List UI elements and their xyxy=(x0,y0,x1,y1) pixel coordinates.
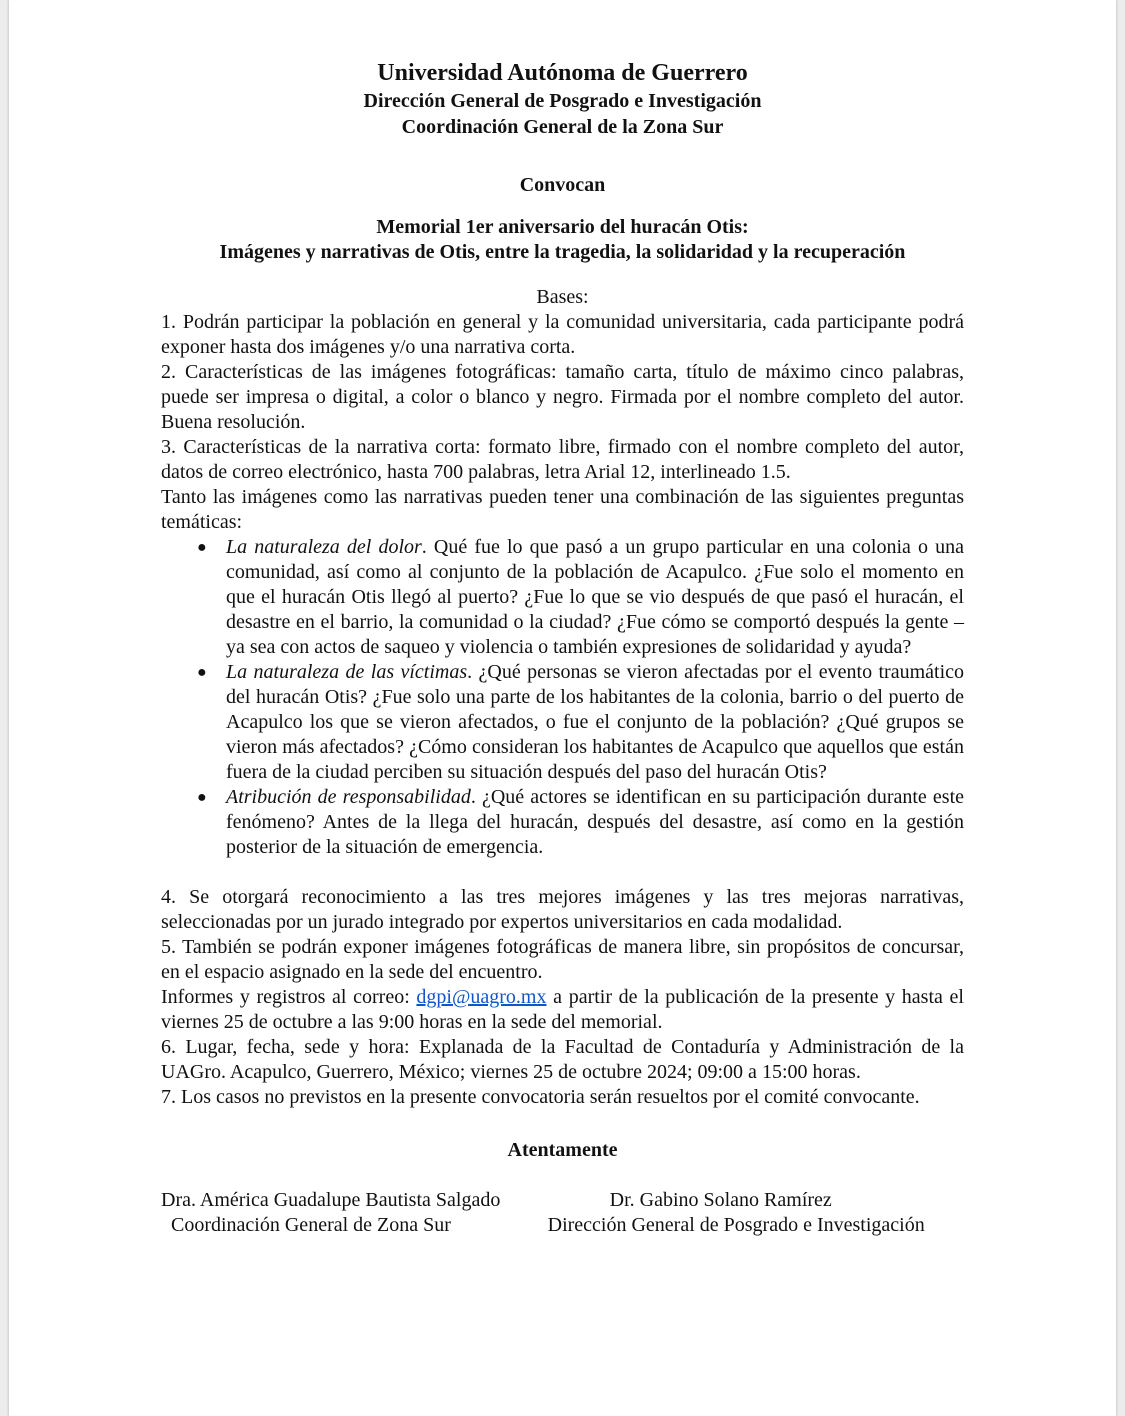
base-item-4: 4. Se otorgará reconocimiento a las tres mejores imágenes y las tres mejoras narrativas, seleccionadas por un jurado integrado por expertos universitarios en cada modalidad. xyxy=(161,886,964,933)
base-item-7: 7. Los casos no previstos en la presente convocatoria serán resueltos por el comité convocante. xyxy=(161,1086,920,1108)
document-body xyxy=(161,58,964,1238)
topic-item xyxy=(161,785,964,860)
department-zona-sur: Coordinación General de la Zona Sur xyxy=(401,116,724,138)
email-link[interactable]: dgpi@uagro.mx xyxy=(416,986,547,1008)
memorial-title: Memorial 1er aniversario del huracán Otis: xyxy=(376,216,749,238)
signer-role: Dirección General de Posgrado e Investigación xyxy=(547,1214,925,1236)
signer-role: Coordinación General de Zona Sur xyxy=(171,1214,451,1236)
topics-list xyxy=(161,535,964,860)
signature-right xyxy=(548,1188,964,1238)
base-item-6: 6. Lugar, fecha, sede y hora: Explanada de la Facultad de Contaduría y Administración de la UAGro. Acapulco, Guerrero, México; viernes 25 de octubre 2024; 09:00 a 15:00 horas. xyxy=(161,1036,964,1083)
topic-text: . ¿Qué personas se vieron afectadas por el evento traumático del huracán Otis? ¿Fue solo una parte de los habitantes de la colonia, barrio o del puerto de Acapulco los que se vieron afectados, o fue el conjunto de la población? ¿Qué grupos se vieron más afectados? ¿Cómo consideran los habitantes de Acapulco que aquellos que están fuera de la ciudad perciben su situación después del paso del huracán Otis? xyxy=(226,661,964,783)
topic-title: Atribución de responsabilidad xyxy=(226,786,471,808)
base-item-1: 1. Podrán participar la población en general y la comunidad universitaria, cada participante podrá exponer hasta dos imágenes y/o una narrativa corta. xyxy=(161,311,964,358)
base-item-5: 5. También se podrán exponer imágenes fotográficas de manera libre, sin propósitos de concursar, en el espacio asignado en la sede del encuentro. xyxy=(161,936,964,983)
info-text-post: a partir de la publicación de la presente y hasta el viernes 25 de octubre a las 9:00 horas en la sede del memorial. xyxy=(161,986,964,1033)
bullet-icon: ● xyxy=(197,664,207,681)
topic-title: La naturaleza del dolor xyxy=(226,536,422,558)
info-registration xyxy=(161,985,964,1035)
document-page xyxy=(9,0,1116,1416)
topic-title: La naturaleza de las víctimas xyxy=(226,661,468,683)
closing-atentamente: Atentamente xyxy=(507,1139,618,1161)
convocan-heading: Convocan xyxy=(519,174,606,196)
bases-heading: Bases: xyxy=(536,286,589,308)
institution-name: Universidad Autónoma de Guerrero xyxy=(377,60,748,86)
department-posgrado: Dirección General de Posgrado e Investigación xyxy=(363,90,762,112)
signer-name: Dr. Gabino Solano Ramírez xyxy=(609,1189,832,1211)
signer-name: Dra. América Guadalupe Bautista Salgado xyxy=(161,1189,501,1211)
base-item-3: 3. Características de la narrativa corta: formato libre, firmado con el nombre completo del autor, datos de correo electrónico, hasta 700 palabras, letra Arial 12, interlineado 1.5. xyxy=(161,436,964,483)
topic-text: . Qué fue lo que pasó a un grupo particular en una colonia o una comunidad, así como al conjunto de la población de Acapulco. ¿Fue solo el momento en que el huracán Otis llegó al puerto? ¿Fue lo que se vio después de que pasó el huracán, el desastre en el barrio, la comunidad o la ciudad? ¿Fue cómo se comportó después la gente –ya sea con actos de saqueo y violencia o también expresiones de solidaridad y ayuda? xyxy=(226,536,964,658)
info-text-pre: Informes y registros al correo: xyxy=(161,986,417,1008)
topics-intro: Tanto las imágenes como las narrativas pueden tener una combinación de las siguientes preguntas temáticas: xyxy=(161,486,964,533)
bullet-icon: ● xyxy=(197,539,207,556)
topic-item xyxy=(161,660,964,785)
signatures xyxy=(161,1188,964,1238)
signature-left xyxy=(161,1188,548,1238)
memorial-subtitle: Imágenes y narrativas de Otis, entre la tragedia, la solidaridad y la recuperación xyxy=(219,241,906,263)
bullet-icon: ● xyxy=(197,789,207,806)
base-item-2: 2. Características de las imágenes fotográficas: tamaño carta, título de máximo cinco palabras, puede ser impresa o digital, a color o blanco y negro. Firmada por el nombre completo del autor. Buena resolución. xyxy=(161,361,964,433)
topic-item xyxy=(161,535,964,660)
topic-text: . ¿Qué actores se identifican en su participación durante este fenómeno? Antes de la llega del huracán, después del desastre, así como en la gestión posterior de la situación de emergencia. xyxy=(226,786,965,858)
